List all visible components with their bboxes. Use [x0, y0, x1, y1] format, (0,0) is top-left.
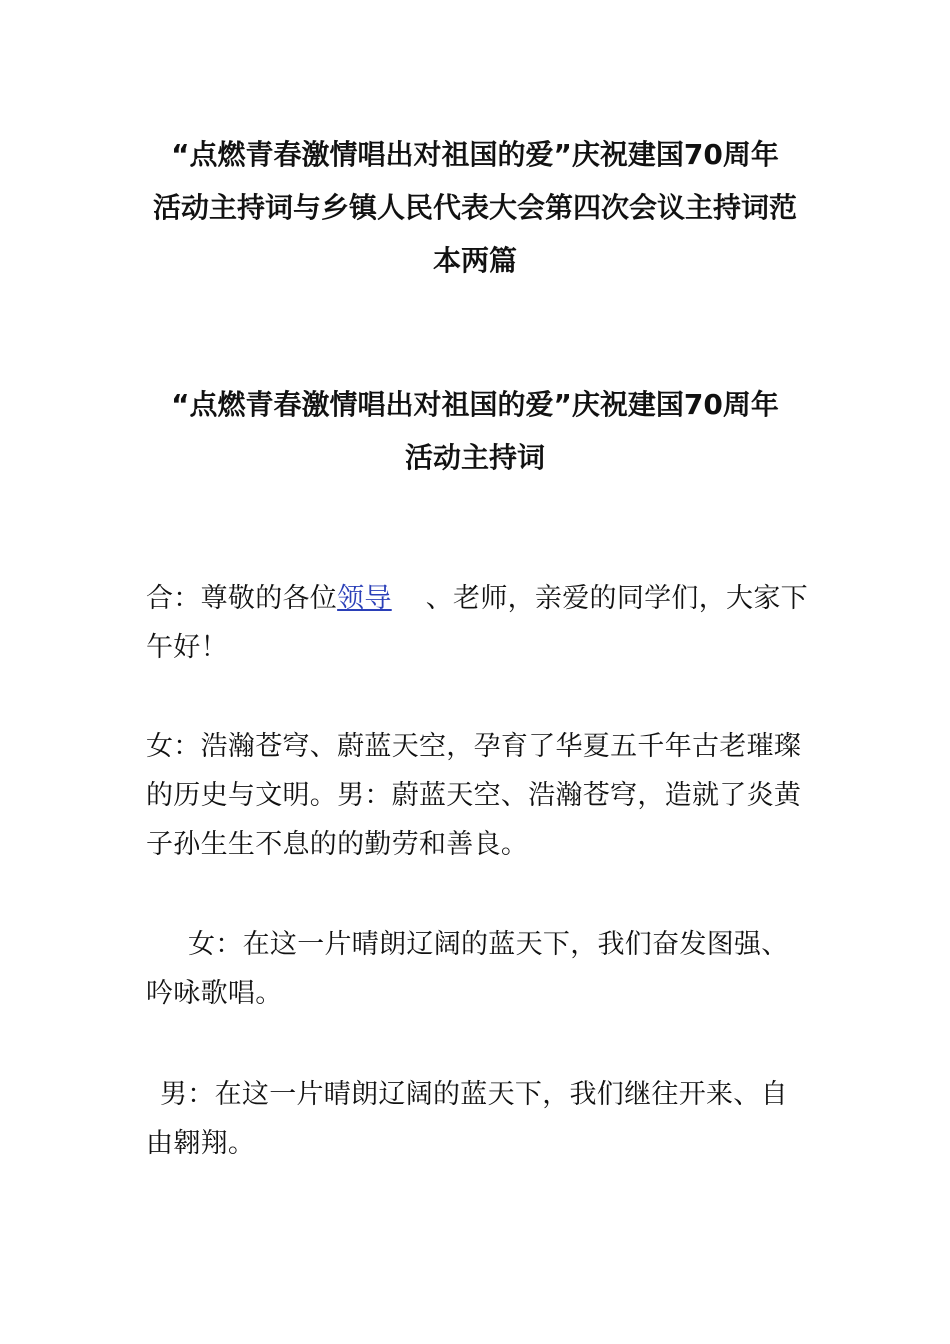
section-title [120, 378, 830, 484]
paragraph-dialogue-3 [146, 1070, 811, 1168]
greeting-text-end: 、老师，亲爱的同学们，大家下午好！ [146, 583, 808, 663]
section-title-line-2: 活动主持词 [404, 441, 545, 474]
section-title-line-1: “点燃青春激情唱出对祖国的爱”庆祝建国70周年 [171, 388, 779, 421]
paragraph-dialogue-2 [146, 920, 811, 1018]
main-title-line-2: 活动主持词与乡镇人民代表大会第四次会议主持词范 [152, 191, 797, 224]
paragraph-dialogue-1: 女：浩瀚苍穹、蔚蓝天空，孕育了华夏五千年古老璀璨的历史与文明。男：蔚蓝天空、浩瀚苍穹，造就了炎黄子孙生生不息的的勤劳和善良。 [146, 731, 802, 860]
paragraph-dialogue-3-text: 男：在这一片晴朗辽阔的蓝天下，我们继往开来、自由翱翔。 [146, 1079, 788, 1159]
greeting-text-start: 合：尊敬的各位 [146, 583, 338, 614]
document-main-title [120, 128, 830, 287]
main-title-line-3: 本两篇 [432, 244, 517, 277]
leader-link[interactable]: 领导 [337, 583, 392, 614]
paragraph-dialogue-2-text: 女：在这一片晴朗辽阔的蓝天下，我们奋发图强、吟咏歌唱。 [146, 929, 789, 1009]
paragraph-greeting [146, 574, 811, 672]
main-title-line-1: “点燃青春激情唱出对祖国的爱”庆祝建国70周年 [171, 138, 779, 171]
